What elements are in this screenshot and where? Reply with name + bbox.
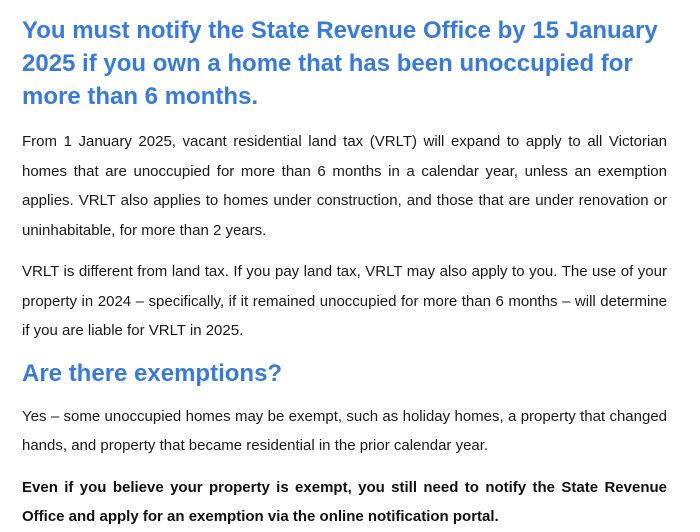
exemptions-heading: Are there exemptions? — [22, 359, 283, 387]
main-heading: You must notify the State Revenue Office by 15 January 2025 if you own a home that has been unoccupied for more than 6 months. — [22, 17, 658, 110]
land-tax-paragraph: VRLT is different from land tax. If you pay land tax, VRLT may also apply to you. The use of your property in 2024 – specifically, if it remained unoccupied for more than 6 months – will determine if you are liable for VRLT in 2025. — [22, 263, 667, 339]
exemptions-paragraph: Yes – some unoccupied homes may be exempt, such as holiday homes, a property that changed hands, and property that became residential in the prior calendar year. — [22, 407, 667, 454]
notify-notice: Even if you believe your property is exempt, you still need to notify the State Revenue Office and apply for an exemption via the online notification portal. — [22, 478, 667, 525]
intro-paragraph: From 1 January 2025, vacant residential land tax (VRLT) will expand to apply to all Victorian homes that are unoccupied for more than 6 months in a calendar year, unless an exemption applies. VRLT also applies to homes under construction, and those that are under renovation or uninhabitable, for more than 2 years. — [22, 133, 667, 239]
